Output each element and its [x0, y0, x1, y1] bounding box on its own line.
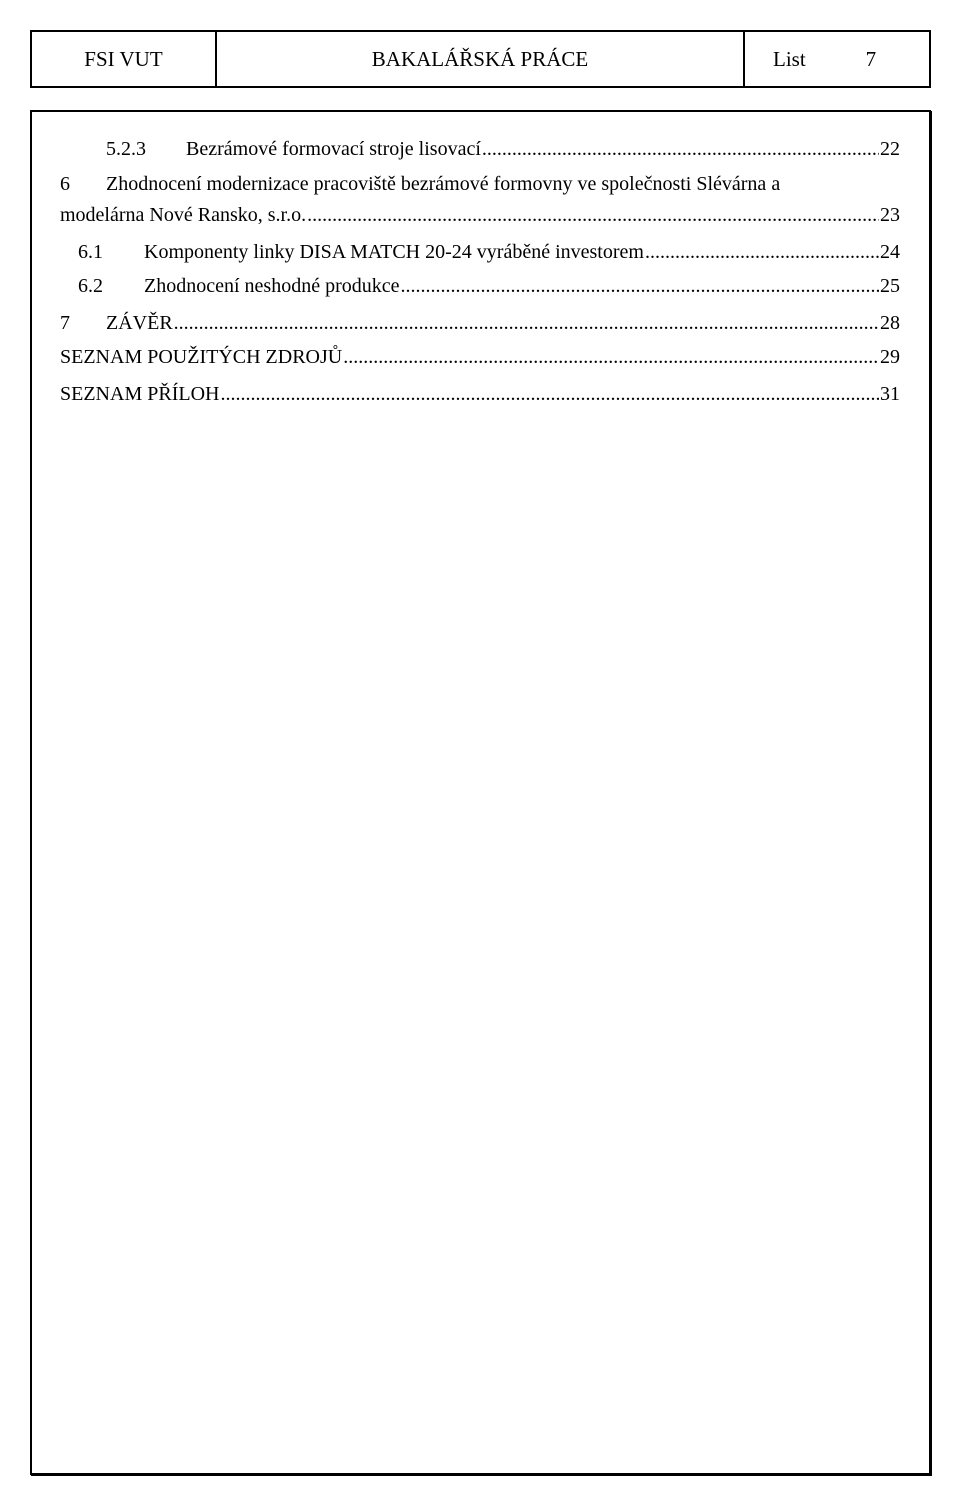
toc-entry-title: ZÁVĚR — [106, 312, 173, 334]
toc-entry-page: 31 — [880, 383, 900, 405]
toc-entry-page: 23 — [880, 204, 900, 226]
toc-entry-title-continued: modelárna Nové Ransko, s.r.o. — [60, 204, 307, 226]
toc-entry-5-2-3[interactable] — [60, 132, 900, 166]
toc-leader-dots — [174, 306, 879, 340]
toc-entry-6-2[interactable] — [60, 269, 900, 306]
toc-entry-page: 22 — [880, 138, 900, 160]
header-document-type-text: BAKALÁŘSKÁ PRÁCE — [371, 46, 589, 71]
toc-leader-dots — [307, 200, 879, 230]
toc-entry-title: Komponenty linky DISA MATCH 20-24 vyráběné investorem — [144, 241, 644, 263]
header-page-info — [743, 30, 931, 88]
toc-entry-first-line — [60, 168, 900, 200]
table-of-contents — [60, 132, 900, 411]
toc-entry-page: 29 — [880, 346, 900, 368]
toc-entry-title: Zhodnocení neshodné produkce — [144, 275, 400, 297]
toc-entry-6-1[interactable] — [60, 235, 900, 269]
header-institution — [30, 30, 217, 88]
header-institution-text: FSI VUT — [84, 46, 163, 71]
toc-leader-dots — [482, 132, 879, 166]
header-page-number: 7 — [865, 46, 877, 71]
toc-entry-number: 5.2.3 — [106, 138, 146, 160]
toc-entry-page: 28 — [880, 312, 900, 334]
toc-entry-title: SEZNAM POUŽITÝCH ZDROJŮ — [60, 346, 343, 368]
toc-entry-title: SEZNAM PŘÍLOH — [60, 383, 220, 405]
toc-entry-number: 7 — [60, 312, 70, 334]
toc-entry-number: 6 — [60, 173, 70, 195]
page-header — [30, 30, 931, 88]
header-document-type — [215, 30, 745, 88]
toc-leader-dots — [400, 269, 879, 303]
toc-entry-number: 6.2 — [78, 275, 103, 297]
toc-entry-page: 25 — [880, 275, 900, 297]
toc-leader-dots — [220, 377, 879, 411]
toc-leader-dots — [343, 340, 879, 374]
toc-entry-second-line — [60, 200, 900, 230]
toc-entry-page: 24 — [880, 241, 900, 263]
toc-entry-7[interactable] — [60, 306, 900, 340]
toc-entry-number: 6.1 — [78, 241, 103, 263]
toc-leader-dots — [645, 235, 879, 269]
header-list-label: List — [773, 46, 806, 71]
toc-entry-title: Zhodnocení modernizace pracoviště bezrámové formovny ve společnosti Slévárna a — [106, 173, 781, 195]
toc-entry-appendices[interactable] — [60, 377, 900, 411]
toc-entry-title: Bezrámové formovací stroje lisovací — [186, 138, 481, 160]
toc-entry-references[interactable] — [60, 340, 900, 377]
toc-entry-6[interactable] — [60, 168, 900, 230]
